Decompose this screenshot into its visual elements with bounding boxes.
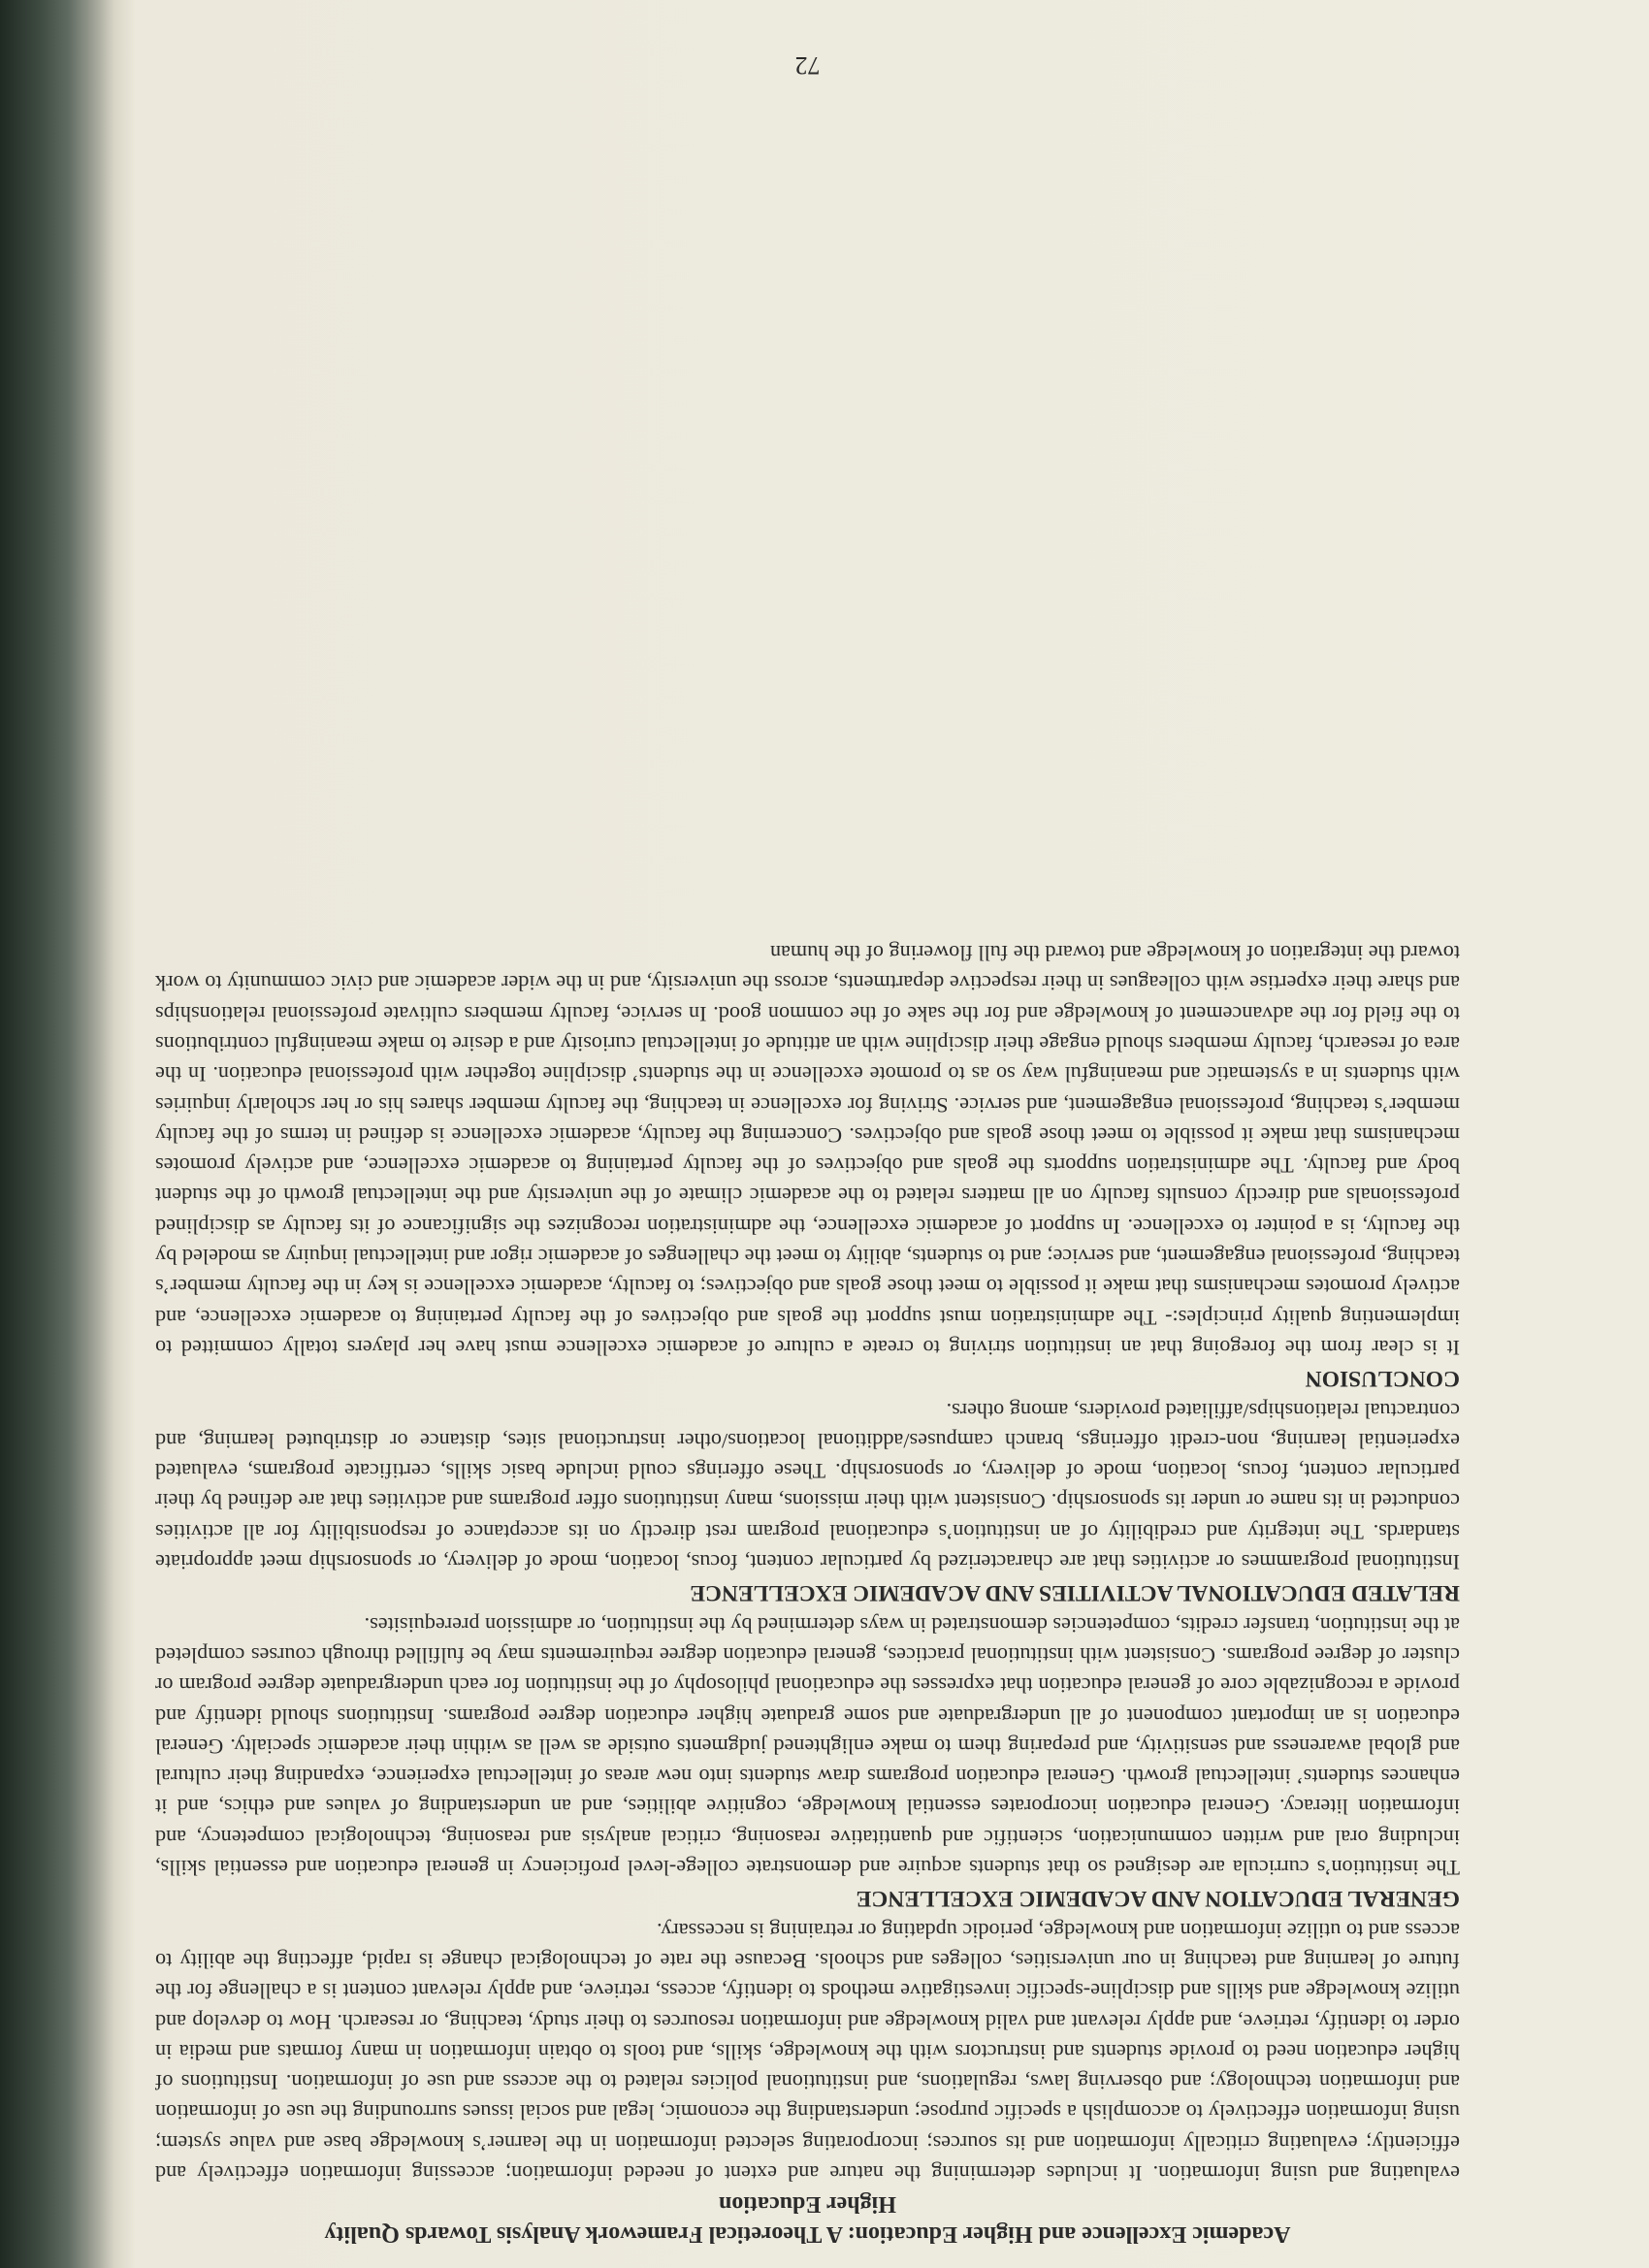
document-page — [155, 51, 1460, 2249]
paper-title-line-2: Higher Education — [719, 2191, 896, 2217]
paper-title-line-1: Academic Excellence and Higher Education: A Theoretical Framework Analysis Towards Quality — [324, 2221, 1291, 2247]
section-heading-related-activities: RELATED EDUCATIONAL ACTIVITIES AND ACADEMIC EXCELLENCE — [690, 1580, 1460, 1606]
conclusion-paragraph: It is clear from the foregoing that an institution striving to create a culture of academic excellence must have her players totally committed to implementing quality principles:- The administration must support the goals and objectives of the faculty pertaining to academic excellence, and actively promotes mechanisms that make it possible to meet those goals and objectives; to faculty, academic excellence is key in the faculty member’s teaching, professional engagement, and service; and to students, ability to meet the challenges of academic rigor and intellectual inquiry as modeled by the faculty, is a pointer to excellence. In support of academic excellence, the administration recognizes the significance of its faculty as disciplined professionals and directly consults faculty on all matters related to the academic climate of the university and the intellectual growth of the student body and faculty. The administration supports the goals and objectives of the faculty pertaining to academic excellence, and actively promotes mechanisms that make it possible to meet those goals and objectives. Concerning the faculty, academic excellence is defined in terms of the faculty member’s teaching, professional engagement, and service. Striving for excellence in teaching, the faculty member shares his or her scholarly inquiries with students in a systematic and meaningful way so as to promote excellence in the students’ discipline together with professional education. In the area of research, faculty members should engage their discipline with an attitude of intellectual curiosity and a desire to make meaningful contributions to the field for the advancement of knowledge and for the sake of the common good. In service, faculty members cultivate professional relationships and share their expertise with colleagues in their respective departments, across the university, and in the wider academic and civic community to work toward the integration of knowledge and toward the full flowering of the human — [155, 941, 1460, 1360]
section-heading-conclusion: CONCLUSION — [1305, 1366, 1460, 1392]
related-activities-paragraph: Institutional programmes or activities that are characterized by particular content, focus, location, mode of delivery, or sponsorship meet appropriate standards. The integrity and credibility of an institution’s educational program rest directly on its acceptance of responsibility for all activities conducted in its name or under its sponsorship. Consistent with their missions, many institutions offer programs and activities that are defined by their particular content, focus, location, mode of delivery, or sponsorship. These offerings could include basic skills, certificate programs, evaluated experiential learning, non-credit offerings, branch campuses/additional locations/other instructional sites, distance or distributed learning, and contractual relationships/affiliated providers, among others. — [155, 1398, 1460, 1575]
section-heading-general-education: GENERAL EDUCATION AND ACADEMIC EXCELLENCE — [856, 1886, 1460, 1912]
paper-title — [155, 2188, 1460, 2249]
general-education-paragraph: The institution’s curricula are designed so that students acquire and demonstrate college-level proficiency in general education and essential skills, including oral and written communication, scientific and quantitative reasoning, critical analysis and reasoning, technological competency, and information literacy. General education incorporates essential knowledge, cognitive abilities, and an understanding of values and ethics, and it enhances students’ intellectual growth. General education programs draw students into new areas of intellectual experience, expanding their cultural and global awareness and sensitivity, and preparing them to make enlightened judgments outside as well as within their academic specialty. General education is an important component of all undergraduate and some graduate higher education degree programs. Institutions should identify and provide a recognizable core of general education that expresses the educational philosophy of the institution for each undergraduate degree program or cluster of degree programs. Consistent with institutional practices, general education degree requirements may be fulfilled through courses completed at the institution, transfer credits, competencies demonstrated in ways determined by the institution, or admission prerequisites. — [155, 1612, 1460, 1881]
page-number: 72 — [794, 51, 821, 80]
intro-paragraph: evaluating and using information. It includes determining the nature and extent of needed information; accessing information effectively and efficiently; evaluating critically information and its sources; incorporating selected information in the learner’s knowledge base and value system; using information effectively to accomplish a specific purpose; understanding the economic, legal and social issues surrounding the use of information and information technology; and observing laws, regulations, and institutional policies related to the access and use of information. Institutions of higher education need to provide students and instructors with the knowledge, skills, and tools to obtain information in many formats and media in order to identify, retrieve, and apply relevant and valid knowledge and information resources to their study, teaching, or research. How to develop and utilize knowledge and skills and discipline-specific investigative methods to identify, access, retrieve, and apply relevant content is a challenge for the future of learning and teaching in our universities, colleges and schools. Because the rate of technological change is rapid, affecting the ability to access and to utilize information and knowledge, periodic updating or retraining is necessary. — [155, 1918, 1460, 2186]
